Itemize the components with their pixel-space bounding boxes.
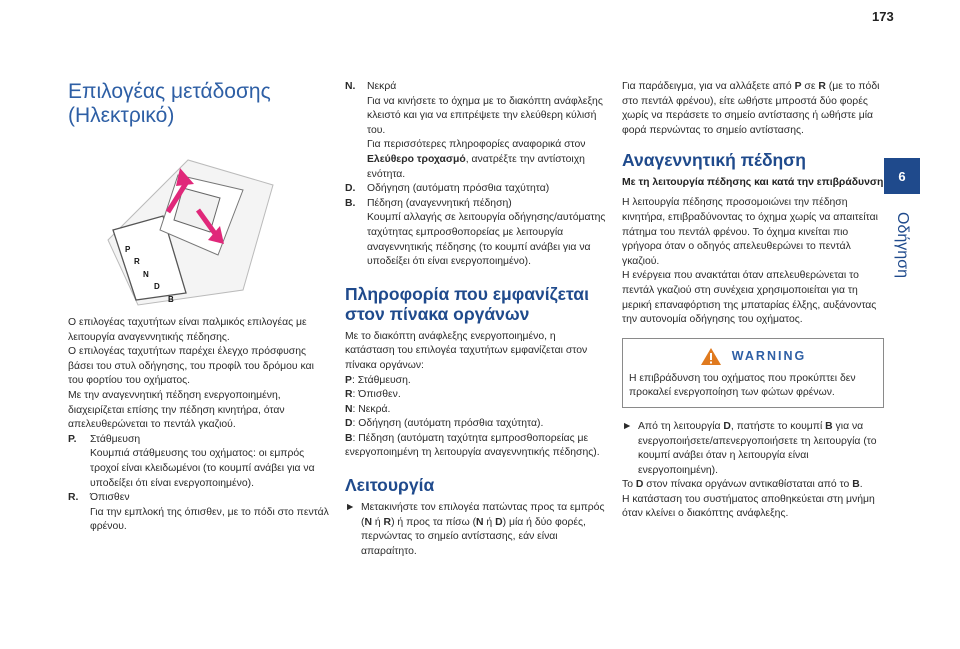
tail-key: B: [852, 479, 860, 491]
definition-key: R.: [68, 492, 79, 504]
tail-text: .: [859, 479, 863, 491]
column-2: [345, 80, 608, 559]
info-text: : Όπισθεν.: [352, 389, 401, 401]
selector-label-n: N: [143, 270, 149, 279]
intro-key: P: [794, 81, 802, 92]
bullet-key: N: [476, 516, 484, 528]
definition-text: , ανατρέξτε την αντίστοιχη ενότητα.: [367, 153, 585, 180]
bullet-key: R: [383, 516, 392, 528]
definition-title: Νεκρά: [367, 81, 397, 92]
info-key: B: [345, 432, 353, 444]
bullet-text: για να ενεργοποιήσετε/απενεργοποιήσετε τη λειτουργία (το κουμπί ανάβει όταν η λειτουργία είναι ενεργοποιημένη).: [638, 420, 877, 476]
bullet-marker-icon: ►: [345, 502, 356, 514]
info-key: P: [345, 374, 352, 386]
definition-key: N.: [345, 81, 356, 92]
bullet-key: B: [825, 420, 833, 432]
paragraph: Η ενέργεια που ανακτάται όταν απελευθερώνεται το πεντάλ γκαζιού στη συνέχεια χρησιμοποιείται για τη μερική επαναφόρτιση της μπαταρίας έλξης, αυξάνοντας την αυτονομία οδήγησης του οχήματος.: [622, 270, 877, 326]
warning-box: [622, 338, 884, 408]
paragraph: Η λειτουργία πέδησης προσομοιώνει την πέδηση κινητήρα, επιβραδύνοντας το όχημα χωρίς να απαιτείται πάτημα του πεντάλ φρένου. Το όχημα κινείται πιο γρήγορα όταν ο οδηγός απελευθερώνει το πεντάλ γκαζιού.: [622, 197, 878, 267]
heading-operation: Λειτουργία: [345, 475, 435, 496]
info-key: N: [345, 403, 353, 415]
info-line: [345, 374, 608, 389]
bullet-text: ) μία ή δύο φορές, περνώντας το σημείο αντίστασης, εάν είναι απαραίτητο.: [361, 516, 586, 557]
definition-key: P.: [68, 433, 77, 445]
info-text: : Οδήγηση (αυτόματη πρόσθια ταχύτητα).: [352, 418, 544, 430]
intro-text: Για παράδειγμα, για να αλλάξετε από: [622, 81, 795, 92]
selector-label-p: P: [125, 245, 131, 254]
definition-d: [345, 182, 608, 197]
definition-n: [345, 80, 608, 182]
bullet-text: ή: [371, 516, 384, 528]
heading-regenerative-braking: Αναγεννητική πέδηση: [622, 150, 806, 171]
column-1: [68, 80, 330, 535]
info-text: : Νεκρά.: [352, 403, 391, 415]
definition-key: D.: [345, 183, 356, 195]
subheading: Με τη λειτουργία πέδησης και κατά την επιβράδυνση: [622, 177, 884, 189]
definition-r: [68, 491, 330, 535]
bullet-item: [345, 501, 608, 559]
paragraph: Η κατάσταση του συστήματος αποθηκεύεται στη μνήμη όταν κλείνει ο διακόπτης ανάφλεξης.: [622, 493, 875, 520]
definition-title: Πέδηση (αναγεννητική πέδηση): [367, 197, 512, 209]
info-line: [345, 432, 608, 461]
bullet-key: D: [495, 516, 503, 528]
intro-text: (με το πόδι στο πεντάλ φρένου), είτε ωθήστε μπροστά δύο φορές χωρίς να περάσετε το σημείο αντίστασης ή ωθήστε μία φορά περνώντας το σημείο αντίστασης.: [622, 81, 880, 136]
tail-text: στον πίνακα οργάνων αντικαθίσταται από το: [643, 479, 853, 491]
tail-key: D: [635, 479, 644, 491]
warning-title: WARNING: [731, 348, 807, 363]
definition-b: [345, 197, 608, 270]
paragraph: [622, 80, 884, 138]
chapter-tab: 6: [884, 158, 920, 194]
paragraph: Ο επιλογέας ταχυτήτων παρέχει έλεγχο πρόσφυσης βάσει του στυλ οδήγησης, του προφίλ του δρόμου και του φορτίου του οχήματος.: [68, 346, 314, 387]
selector-label-r: R: [134, 257, 140, 266]
tail-text: Το: [622, 479, 636, 491]
column-3: [622, 80, 884, 522]
section-title: Επιλογέας μετάδοσης (Ηλεκτρικό): [68, 80, 271, 127]
paragraph: Ο επιλογέας ταχυτήτων είναι παλμικός επιλογέας με λειτουργία αναγεννητικής πέδησης.: [68, 317, 307, 343]
definition-p: [68, 433, 330, 491]
bullet-item: [622, 420, 884, 478]
bullet-text: Μετακινήστε τον επιλογέα πατώντας προς τα εμπρός (: [361, 502, 605, 528]
paragraph: Με το διακόπτη ανάφλεξης ενεργοποιημένο, η κατάσταση του επιλογέα ταχυτήτων εμφανίζεται στον πίνακα οργάνων:: [345, 330, 588, 371]
bullet-key: N: [364, 516, 372, 528]
bullet-text: , πατήστε το κουμπί: [730, 420, 826, 432]
definition-key: B.: [345, 197, 356, 209]
info-key: R: [345, 389, 353, 401]
definition-title: Οδήγηση (αυτόματη πρόσθια ταχύτητα): [367, 183, 550, 195]
selector-label-b: B: [168, 295, 174, 304]
gear-selector-illustration: [68, 140, 330, 308]
warning-header: [623, 339, 883, 372]
definition-text: Για περισσότερες πληροφορίες αναφορικά στον: [367, 139, 586, 151]
definition-title: Στάθμευση: [90, 433, 141, 445]
info-line: [345, 417, 608, 432]
warning-text: Η επιβράδυνση του οχήματος που προκύπτει δεν προκαλεί ενεργοποίηση των φώτων φρένων.: [629, 372, 856, 399]
paragraph: [622, 478, 884, 493]
intro-text: σε: [801, 81, 819, 92]
definition-text: Κουμπιά στάθμευσης του οχήματος: οι εμπρός τροχοί είναι κλειδωμένοι (το κουμπί ανάβει για να υποδείξει ότι είναι ενεργοποιημένο).: [90, 448, 315, 489]
bullet-text: ή: [483, 516, 496, 528]
bullet-text: ) ή προς τα πίσω (: [391, 516, 477, 528]
paragraph: Με την αναγεννητική πέδηση ενεργοποιημένη, διαχειρίζεται επίσης την πέδηση κινητήρα, όταν απελευθερώνεται το πεντάλ γκαζιού.: [68, 389, 285, 431]
info-line: [345, 403, 608, 418]
chapter-label: Οδήγηση: [894, 212, 911, 278]
selector-label-d: D: [154, 282, 160, 291]
bullet-text: Από τη λειτουργία: [638, 420, 724, 432]
bullet-key: D: [723, 420, 731, 432]
info-key: D: [345, 418, 353, 430]
heading-instrument-panel: Πληροφορία που εμφανίζεται στον πίνακα οργάνων: [345, 283, 589, 324]
definition-text: Για την εμπλοκή της όπισθεν, με το πόδι στο πεντάλ φρένου.: [90, 506, 329, 533]
info-text: : Στάθμευση.: [351, 374, 411, 386]
definition-text: Για να κινήσετε το όχημα με το διακόπτη ανάφλεξης κλειστό και για να επιτρέψετε την ελεύθερη κύλισή του.: [367, 95, 603, 136]
definition-text: Κουμπί αλλαγής σε λειτουργία οδήγησης/αυτόματης ταχύτητας εμπροσθοπορείας με λειτουργία αναγεννητικής πέδησης (το κουμπί ανάβει για να υποδείξει ότι είναι ενεργοποιημένο).: [367, 212, 606, 268]
free-wheel-reference: Ελεύθερο τροχασμό: [367, 153, 466, 165]
info-line: [345, 388, 608, 403]
definition-title: Όπισθεν: [90, 492, 130, 504]
warning-triangle-icon: [700, 347, 722, 366]
intro-key: R: [818, 81, 826, 92]
page-number: 173: [872, 9, 894, 24]
gear-selector-figure: [68, 140, 330, 308]
info-text: : Πέδηση (αυτόματη ταχύτητα εμπροσθοπορείας με ενεργοποιημένη τη λειτουργία αναγεννητικής πέδησης).: [345, 432, 600, 459]
bullet-marker-icon: ►: [622, 420, 633, 432]
